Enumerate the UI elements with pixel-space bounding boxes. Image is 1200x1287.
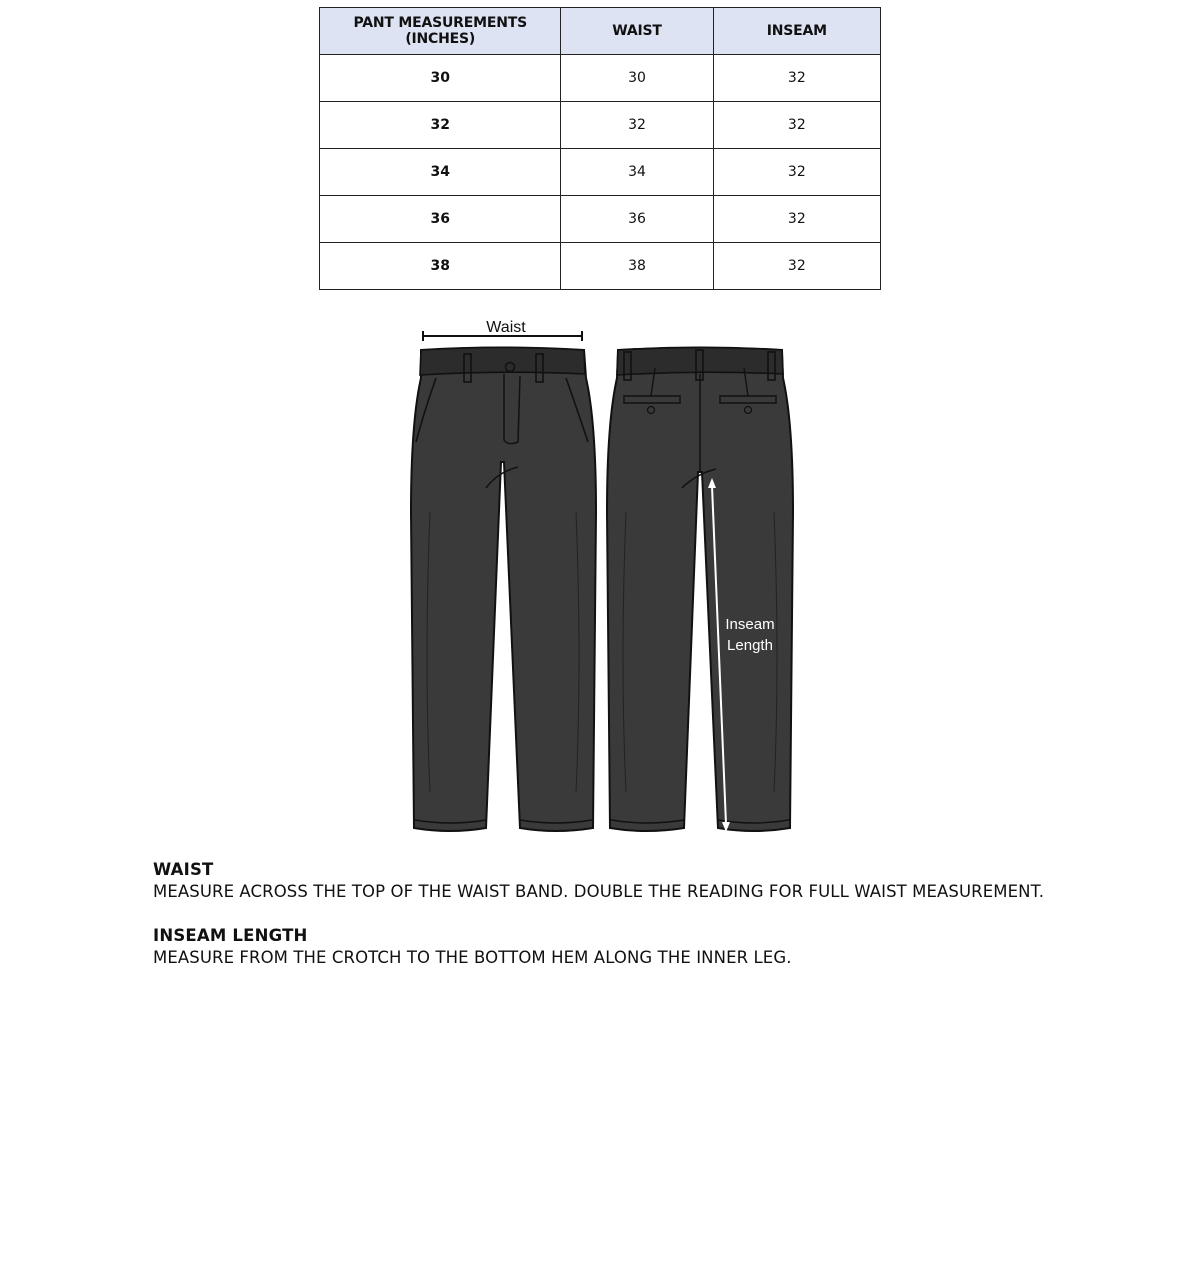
inseam-cell: 32 bbox=[713, 149, 880, 196]
waist-heading: WAIST bbox=[153, 860, 214, 879]
waist-cell: 30 bbox=[561, 55, 713, 102]
waist-cell: 36 bbox=[561, 196, 713, 243]
waist-cell: 32 bbox=[561, 102, 713, 149]
inseam-label-line1: Inseam bbox=[725, 616, 775, 633]
table-row bbox=[320, 196, 881, 243]
waist-cell: 34 bbox=[561, 149, 713, 196]
back-pants-illustration bbox=[607, 348, 793, 832]
size-chart-table bbox=[319, 7, 881, 290]
size-cell: 36 bbox=[320, 196, 561, 243]
inseam-cell: 32 bbox=[713, 196, 880, 243]
waist-label: Waist bbox=[486, 319, 526, 336]
inseam-instruction bbox=[153, 925, 1113, 969]
header-inseam: INSEAM bbox=[713, 8, 880, 55]
size-cell: 34 bbox=[320, 149, 561, 196]
inseam-description: MEASURE FROM THE CROTCH TO THE BOTTOM HEM ALONG THE INNER LEG. bbox=[153, 948, 792, 967]
measurement-instructions bbox=[153, 859, 1113, 991]
inseam-cell: 32 bbox=[713, 55, 880, 102]
table-header-row bbox=[320, 8, 881, 55]
header-pant-measurements: PANT MEASUREMENTS (INCHES) bbox=[320, 8, 561, 55]
pants-measurement-diagram bbox=[400, 312, 810, 847]
size-cell: 32 bbox=[320, 102, 561, 149]
front-pants-illustration bbox=[411, 348, 596, 832]
inseam-cell: 32 bbox=[713, 102, 880, 149]
waist-description: MEASURE ACROSS THE TOP OF THE WAIST BAND. DOUBLE THE READING FOR FULL WAIST MEASUREMENT. bbox=[153, 882, 1045, 901]
waist-instruction bbox=[153, 859, 1113, 903]
pants-diagram-svg bbox=[400, 312, 810, 847]
header-waist: WAIST bbox=[561, 8, 713, 55]
inseam-heading: INSEAM LENGTH bbox=[153, 926, 308, 945]
waist-cell: 38 bbox=[561, 243, 713, 290]
table-row bbox=[320, 102, 881, 149]
table-row bbox=[320, 149, 881, 196]
table-row bbox=[320, 55, 881, 102]
inseam-label-line2: Length bbox=[727, 637, 773, 654]
size-cell: 38 bbox=[320, 243, 561, 290]
table-row bbox=[320, 243, 881, 290]
inseam-cell: 32 bbox=[713, 243, 880, 290]
size-cell: 30 bbox=[320, 55, 561, 102]
